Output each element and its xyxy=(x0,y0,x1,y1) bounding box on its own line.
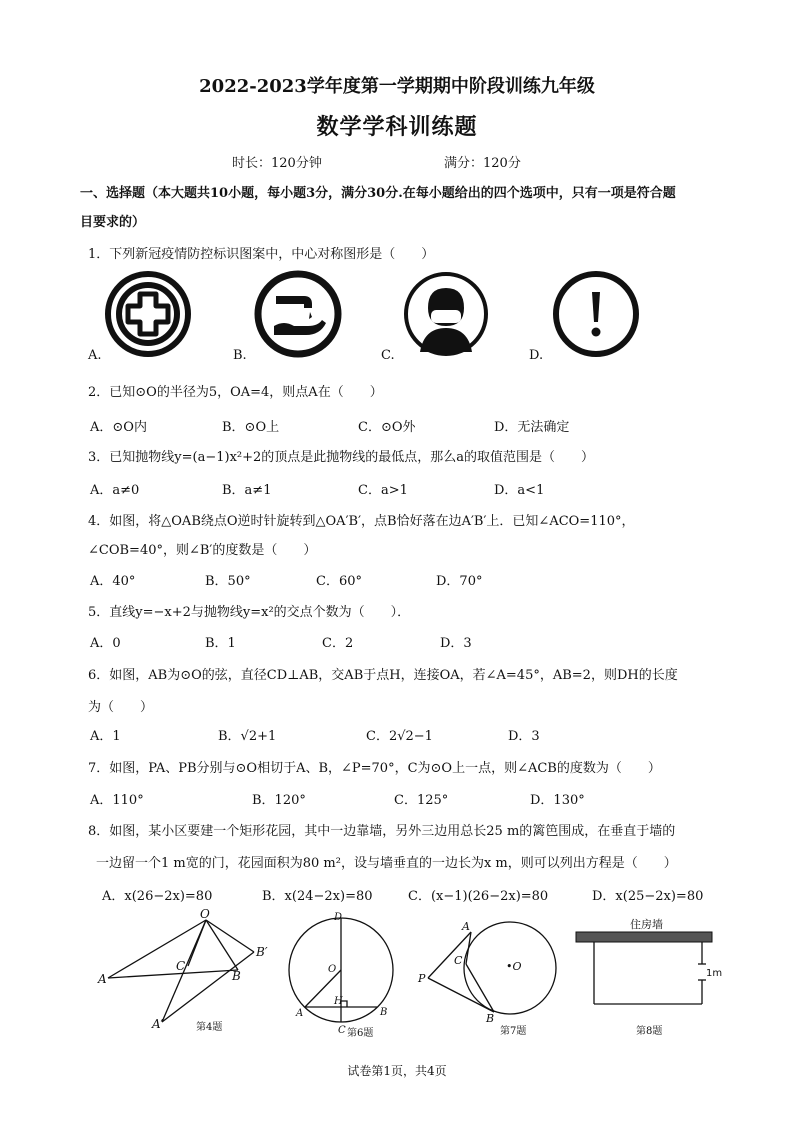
label-c: C xyxy=(454,954,463,967)
figure-q8 xyxy=(570,914,723,1014)
q3-stem: 3．已知抛物线y=(a−1)x²+2的顶点是此抛物线的最低点，那么a的取值范围是（ ） xyxy=(88,450,595,465)
q4-option-d: D．70° xyxy=(436,574,483,589)
q1-stem: 1．下列新冠疫情防控标识图案中，中心对称图形是（ ） xyxy=(88,247,435,262)
door-width-label: 1m xyxy=(706,968,723,979)
label-a: A xyxy=(98,972,107,986)
figure-q4 xyxy=(96,907,276,1037)
label-d: D xyxy=(334,912,343,923)
q8-option-b: B．x(24−2x)=80 xyxy=(262,889,373,904)
q5-option-c: C．2 xyxy=(322,636,354,651)
q3-option-a: A．a≠0 xyxy=(90,483,140,498)
wall-label: 住房墙 xyxy=(630,918,663,931)
label-o: O xyxy=(200,907,210,921)
label-p: P xyxy=(418,972,426,985)
q8-stem-cont: 一边留一个1 m宽的门，花园面积为80 m²，设与墙垂直的一边长为x m，则可以列出方程是（ ） xyxy=(96,856,677,871)
q6-stem: 6．如图，AB为⊙O的弦，直径CD⊥AB，交AB于点H，连接OA，若∠A=45°，AB=2，则DH的长度 xyxy=(88,668,678,683)
q7-option-d: D．130° xyxy=(530,793,585,808)
label-c: C xyxy=(176,959,186,973)
q4-stem-cont: ∠COB=40°，则∠B′的度数是（ ） xyxy=(88,543,317,558)
label-c: C xyxy=(338,1025,346,1036)
q2-option-d: D．无法确定 xyxy=(494,420,570,435)
q6-stem-cont: 为（ ） xyxy=(88,700,154,715)
label-a-prime: A′ xyxy=(152,1017,164,1031)
masked-person-icon xyxy=(402,270,490,358)
figure-q8-caption: 第8题 xyxy=(636,1026,663,1037)
q2-option-b: B．⊙O上 xyxy=(222,420,280,435)
exam-title: 2022-2023学年度第一学期期中阶段训练九年级 xyxy=(199,76,595,97)
medical-cross-icon xyxy=(104,270,192,358)
q8-option-c: C．(x−1)(26−2x)=80 xyxy=(408,889,549,904)
label-b: B xyxy=(232,969,241,983)
full-score: 满分：120分 xyxy=(444,156,521,171)
q6-option-b: B．√2+1 xyxy=(218,729,277,744)
q2-stem: 2．已知⊙O的半径为5，OA=4，则点A在（ ） xyxy=(88,385,383,400)
label-a: A xyxy=(296,1008,304,1019)
label-b: B xyxy=(486,1012,495,1025)
time-limit: 时长：120分钟 xyxy=(232,156,322,171)
q3-option-c: C．a>1 xyxy=(358,483,408,498)
label-h: H xyxy=(334,996,343,1007)
exclamation-icon xyxy=(552,270,640,358)
q1-option-c: C. xyxy=(381,348,395,363)
q1-option-b: B. xyxy=(233,348,247,363)
q2-option-a: A．⊙O内 xyxy=(90,420,147,435)
page-footer: 试卷第1页，共4页 xyxy=(347,1064,447,1078)
label-b: B xyxy=(380,1007,388,1018)
q2-option-c: C．⊙O外 xyxy=(358,420,416,435)
figure-q7 xyxy=(416,914,556,1029)
section-heading: 一、选择题（本大题共10小题，每小题3分，满分30分.在每小题给出的四个选项中，只有一项是符合题 xyxy=(80,186,676,201)
q1-option-d: D. xyxy=(529,348,544,363)
q4-option-a: A．40° xyxy=(90,574,136,589)
label-o: O xyxy=(328,964,337,975)
q4-option-c: C．60° xyxy=(316,574,362,589)
label-a: A xyxy=(462,920,470,933)
q3-option-b: B．a≠1 xyxy=(222,483,272,498)
q5-option-d: D．3 xyxy=(440,636,472,651)
q7-option-a: A．110° xyxy=(90,793,144,808)
q7-option-b: B．120° xyxy=(252,793,306,808)
subject-title: 数学学科训练题 xyxy=(316,114,478,140)
q6-option-c: C．2√2−1 xyxy=(366,729,433,744)
section-heading-cont: 目要求的） xyxy=(80,215,146,230)
figure-q6 xyxy=(284,912,404,1037)
figure-q6-caption: 第6题 xyxy=(347,1028,374,1039)
label-o: •O xyxy=(506,960,522,973)
q4-stem: 4．如图，将△OAB绕点O逆时针旋转到△OA′B′，点B恰好落在边A′B′上．已知∠ACO=110°， xyxy=(88,514,635,529)
figure-q4-caption: 第4题 xyxy=(196,1022,223,1033)
q5-option-b: B．1 xyxy=(205,636,236,651)
q6-option-a: A．1 xyxy=(90,729,121,744)
q3-option-d: D．a<1 xyxy=(494,483,545,498)
q5-option-a: A．0 xyxy=(90,636,121,651)
q5-stem: 5．直线y=−x+2与抛物线y=x²的交点个数为（ ）． xyxy=(88,605,411,620)
q7-stem: 7．如图，PA、PB分别与⊙O相切于A、B，∠P=70°，C为⊙O上一点，则∠ACB的度数为（ ） xyxy=(88,761,661,776)
q1-option-a: A. xyxy=(88,348,102,363)
q4-option-b: B．50° xyxy=(205,574,251,589)
q6-option-d: D．3 xyxy=(508,729,540,744)
figure-q7-caption: 第7题 xyxy=(500,1026,527,1037)
hand-washing-icon xyxy=(254,270,342,358)
label-b-prime: B′ xyxy=(256,945,268,959)
q8-option-a: A．x(26−2x)=80 xyxy=(102,889,213,904)
q8-stem: 8．如图，某小区要建一个矩形花园，其中一边靠墙，另外三边用总长25 m的篱笆围成，在垂直于墙的 xyxy=(88,824,676,839)
q7-option-c: C．125° xyxy=(394,793,449,808)
q8-option-d: D．x(25−2x)=80 xyxy=(592,889,704,904)
